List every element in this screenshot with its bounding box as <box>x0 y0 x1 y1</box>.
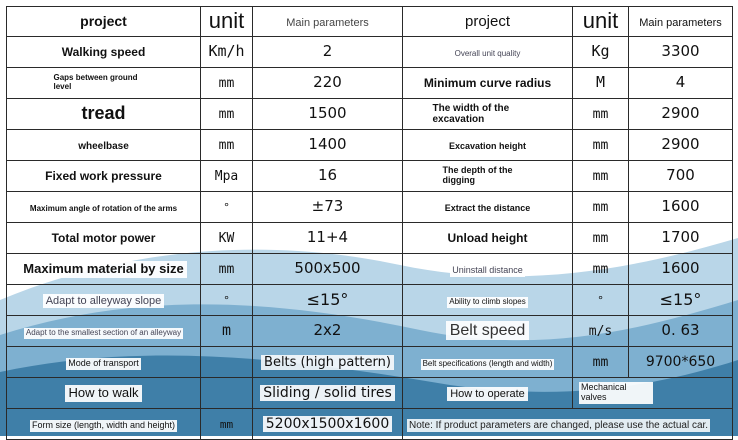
row-label: Form size (length, width and height) <box>7 409 201 440</box>
header-project-left: project <box>7 7 201 37</box>
row-unit: mm <box>573 99 629 130</box>
row-unit: m <box>201 316 253 347</box>
row-value: 1700 <box>629 223 733 254</box>
row-unit: mm <box>573 130 629 161</box>
row-label: Maximum material by size <box>7 254 201 285</box>
row-unit: mm <box>201 99 253 130</box>
row-unit <box>201 378 253 409</box>
row-unit: M <box>573 68 629 99</box>
row-value: Belts (high pattern) <box>253 347 403 378</box>
row-label: Excavation height <box>403 130 573 161</box>
header-unit-right: unit <box>573 7 629 37</box>
row-value: 2x2 <box>253 316 403 347</box>
row-unit: mm <box>573 192 629 223</box>
row-unit: mm <box>573 223 629 254</box>
table-row <box>7 316 733 347</box>
table-row <box>7 37 733 68</box>
header-params-left: Main parameters <box>253 7 403 37</box>
note-cell <box>403 409 733 440</box>
row-value: 220 <box>253 68 403 99</box>
row-label: Uninstall distance <box>403 254 573 285</box>
header-row <box>7 7 733 37</box>
row-label: tread <box>7 99 201 130</box>
row-label: Maximum angle of rotation of the arms <box>7 192 201 223</box>
row-value: 9700*650 <box>629 347 733 378</box>
header-unit-left: unit <box>201 7 253 37</box>
row-label: Ability to climb slopes <box>403 285 573 316</box>
row-label: Belt speed <box>403 316 573 347</box>
table-row <box>7 347 733 378</box>
row-label: Mode of transport <box>7 347 201 378</box>
row-value: 700 <box>629 161 733 192</box>
row-label: Minimum curve radius <box>403 68 573 99</box>
row-value: 5200x1500x1600 <box>253 409 403 440</box>
row-unit: ° <box>201 285 253 316</box>
row-label: wheelbase <box>7 130 201 161</box>
table-row <box>7 130 733 161</box>
row-unit: m/s <box>573 316 629 347</box>
parameters-table <box>6 6 733 440</box>
row-unit: mm <box>201 254 253 285</box>
row-value: 1600 <box>629 254 733 285</box>
row-label: Adapt to the smallest section of an alleyway <box>7 316 201 347</box>
row-unit: mm <box>201 130 253 161</box>
row-unit: Kg <box>573 37 629 68</box>
table-row <box>7 68 733 99</box>
table-row <box>7 192 733 223</box>
row-label: Adapt to alleyway slope <box>7 285 201 316</box>
row-label: Extract the distance <box>403 192 573 223</box>
row-unit: mm <box>573 161 629 192</box>
row-unit: Mechanical valves <box>573 378 733 409</box>
row-value: 2 <box>253 37 403 68</box>
row-value: 4 <box>629 68 733 99</box>
row-label: Gaps between ground level <box>7 68 201 99</box>
row-value: 16 <box>253 161 403 192</box>
row-value: 2900 <box>629 130 733 161</box>
row-value: 500x500 <box>253 254 403 285</box>
row-unit: Mpa <box>201 161 253 192</box>
table-row <box>7 254 733 285</box>
row-unit: mm <box>573 254 629 285</box>
table-row <box>7 409 733 440</box>
row-unit: ° <box>201 192 253 223</box>
row-unit: Km/h <box>201 37 253 68</box>
table-row <box>7 378 733 409</box>
row-label: How to walk <box>7 378 201 409</box>
row-value: ≤15° <box>629 285 733 316</box>
row-value: 1600 <box>629 192 733 223</box>
row-label: Unload height <box>403 223 573 254</box>
row-label: Total motor power <box>7 223 201 254</box>
row-label: How to operate <box>403 378 573 409</box>
row-unit <box>201 347 253 378</box>
header-project-right: project <box>403 7 573 37</box>
row-value: 11+4 <box>253 223 403 254</box>
footnote: Note: If product parameters are changed, please use the actual car. <box>409 420 709 432</box>
row-label: Walking speed <box>7 37 201 68</box>
row-unit: mm <box>573 347 629 378</box>
row-unit: KW <box>201 223 253 254</box>
row-unit: mm <box>201 409 253 440</box>
row-label: The depth of the digging <box>403 161 573 192</box>
row-label: Fixed work pressure <box>7 161 201 192</box>
row-value: 1500 <box>253 99 403 130</box>
row-label: Belt specifications (length and width) <box>403 347 573 378</box>
table-row <box>7 99 733 130</box>
row-label: The width of the excavation <box>403 99 573 130</box>
row-value: ±73 <box>253 192 403 223</box>
row-unit: ° <box>573 285 629 316</box>
table-row <box>7 223 733 254</box>
table-row <box>7 161 733 192</box>
row-label: Overall unit quality <box>403 37 573 68</box>
row-value: 1400 <box>253 130 403 161</box>
row-value: ≤15° <box>253 285 403 316</box>
header-params-right: Main parameters <box>629 7 733 37</box>
row-value: 0. 63 <box>629 316 733 347</box>
table-row <box>7 285 733 316</box>
row-value: 2900 <box>629 99 733 130</box>
row-value: Sliding / solid tires <box>253 378 403 409</box>
row-unit: mm <box>201 68 253 99</box>
row-value: 3300 <box>629 37 733 68</box>
